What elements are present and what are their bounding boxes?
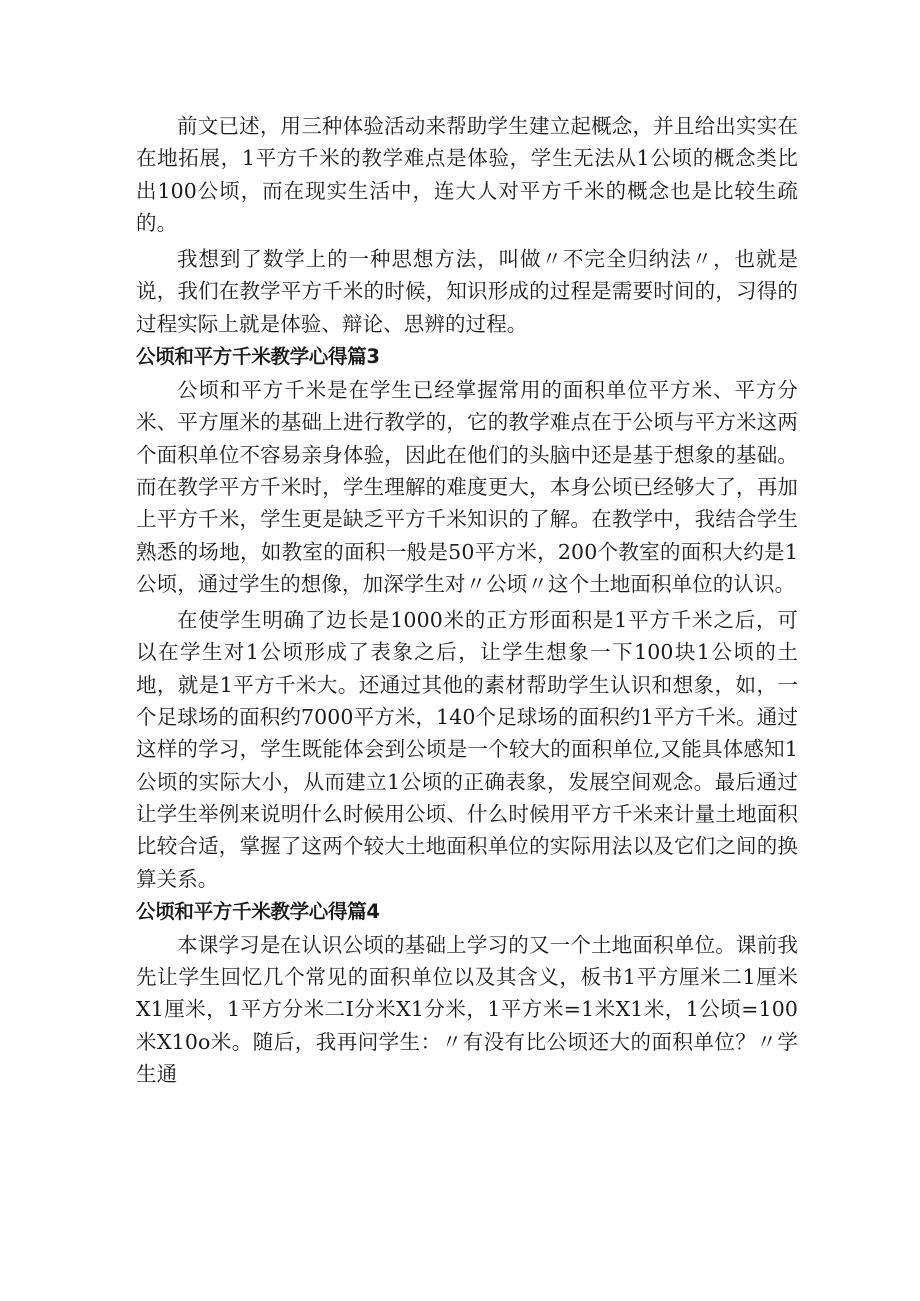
intro-paragraph-1: 前文已述，用三种体验活动来帮助学生建立起概念，并且给出实实在在地拓展，1平方千米的教学难点是体验，学生无法从1公顷的概念类比出100公顷，而在现实生活中，连大人对平方千米的概念也是比较生疏的。	[136, 114, 798, 235]
document-page	[136, 110, 798, 1090]
section-3-paragraph-1: 公顷和平方千米是在学生已经掌握常用的面积单位平方米、平方分米、平方厘米的基础上进行教学的，它的教学难点在于公顷与平方米这两个面积单位不容易亲身体验，因此在他们的头脑中还是基于想象的基础。而在教学平方千米时，学生理解的难度更大，本身公顷已经够大了，再加上平方千米，学生更是缺乏平方千米知识的了解。在教学中，我结合学生熟悉的场地，如教室的面积一般是50平方米，200个教室的面积大约是1公顷，通过学生的想像，加深学生对〃公顷〃这个土地面积单位的认识。	[136, 378, 798, 596]
intro-paragraph-2: 我想到了数学上的一种思想方法，叫做〃不完全归纳法〃，也就是说，我们在教学平方千米的时候，知识形成的过程是需要时间的，习得的过程实际上就是体验、辩论、思辨的过程。	[136, 247, 798, 336]
section-4-heading: 公顷和平方千米教学心得篇4	[136, 899, 380, 923]
section-3-heading: 公顷和平方千米教学心得篇3	[136, 345, 380, 369]
section-4-paragraph-1: 本课学习是在认识公顷的基础上学习的又一个土地面积单位。课前我先让学生回忆几个常见的面积单位以及其含义，板书1平方厘米二1厘米X1厘米，1平方分米二I分米X1分米，1平方米=1米X1米，1公顷=100米X10o米。随后，我再问学生：〃有没有比公顷还大的面积单位？〃学生通	[136, 932, 798, 1087]
section-3-paragraph-2: 在使学生明确了边长是1000米的正方形面积是1平方千米之后，可以在学生对1公顷形成了表象之后，让学生想象一下100块1公顷的土地，就是1平方千米大。还通过其他的素材帮助学生认识和想象，如，一个足球场的面积约7000平方米，140个足球场的面积约1平方千米。通过这样的学习，学生既能体会到公顷是一个较大的面积单位,又能具体感知1公顷的实际大小，从而建立1公顷的正确表象，发展空间观念。最后通过让学生举例来说明什么时候用公顷、什么时候用平方千米来计量土地面积比较合适，掌握了这两个较大土地面积单位的实际用法以及它们之间的换算关系。	[136, 608, 798, 891]
